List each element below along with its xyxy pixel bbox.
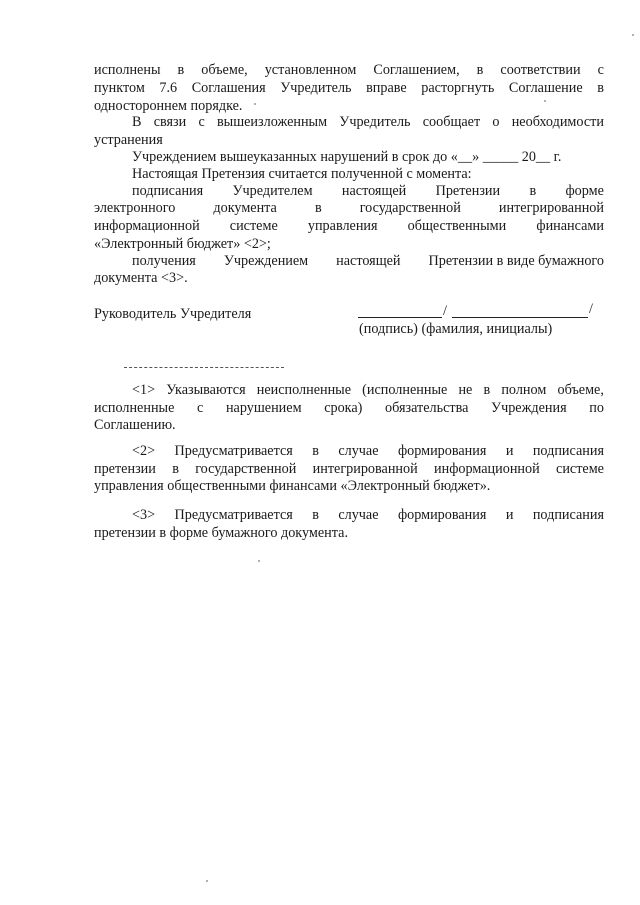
word: случае: [338, 443, 379, 459]
para2-line1: [132, 113, 604, 131]
word: претензии: [94, 461, 156, 477]
word: с: [198, 114, 205, 130]
word: исполнены: [94, 62, 161, 78]
word: системе: [229, 218, 278, 234]
para1-line1: [94, 61, 604, 79]
word: полном: [501, 382, 547, 398]
word: государственной: [359, 200, 461, 216]
footnote-1-line2: [94, 399, 604, 417]
word: Указываются: [166, 382, 246, 398]
word: обязательства: [385, 400, 469, 416]
word: формирования: [397, 507, 487, 523]
word: 7.6: [159, 80, 178, 96]
footnote-1-line3: Соглашению.: [94, 417, 176, 433]
word: в: [529, 183, 537, 199]
word: общественными: [407, 218, 507, 234]
para3-line6: [132, 252, 604, 270]
word: Претензии в виде бумажного: [428, 253, 604, 269]
footnote-3-line1: [132, 506, 604, 524]
word: сообщает: [422, 114, 481, 130]
word: с: [197, 400, 204, 416]
footnote-separator: [124, 367, 284, 368]
word: связи: [153, 114, 187, 130]
word: в: [476, 62, 484, 78]
word: форме: [565, 183, 604, 199]
word: в: [314, 200, 322, 216]
signature-slash-2: /: [589, 301, 593, 317]
word: в: [597, 80, 604, 96]
word: нарушением: [225, 400, 302, 416]
word: настоящей: [341, 183, 407, 199]
word: Предусматривается: [174, 443, 293, 459]
word: и: [505, 443, 514, 459]
word: Соглашения: [191, 80, 266, 96]
signatory-role: Руководитель Учредителя: [94, 306, 252, 322]
signature-slash-1: /: [443, 303, 447, 319]
word: Учреждением: [223, 253, 309, 269]
footnote-2-line3: управления общественными финансами «Электронный бюджет».: [94, 478, 491, 494]
word: электронного: [94, 200, 176, 216]
para3-line4: [94, 217, 604, 235]
word: подписания: [532, 443, 604, 459]
word: системе: [556, 461, 604, 477]
word: информационной: [94, 218, 200, 234]
word: формирования: [397, 443, 487, 459]
para3-line2: [132, 182, 604, 200]
para1-line3: одностороннем порядке.: [94, 98, 243, 114]
scan-speck: [544, 100, 546, 102]
word: вправе: [366, 80, 407, 96]
word: управления: [307, 218, 378, 234]
word: в: [177, 62, 185, 78]
word: <2>: [132, 443, 156, 459]
word: случае: [338, 507, 379, 523]
word: финансами: [536, 218, 604, 234]
word: <3>: [132, 507, 156, 523]
word: неисполненные: [256, 382, 352, 398]
word: соответствии: [500, 62, 581, 78]
signature-caption: (подпись) (фамилия, инициалы): [359, 321, 553, 337]
scan-speck: [254, 103, 256, 105]
word: информационной: [434, 461, 540, 477]
word: пунктом: [94, 80, 145, 96]
word: в: [312, 443, 319, 459]
word: Учреждения: [491, 400, 567, 416]
para3-line7: документа <3>.: [94, 270, 188, 286]
footnote-1-line1: [132, 381, 604, 399]
word: объеме,: [201, 62, 248, 78]
para2-line3: Учреждением вышеуказанных нарушений в срок до «__» _____ 20__ г.: [132, 149, 562, 165]
para3-line5: «Электронный бюджет» <2>;: [94, 236, 271, 252]
word: в: [312, 507, 319, 523]
para3-line3: [94, 199, 604, 217]
word: в: [483, 382, 491, 398]
word: о: [492, 114, 500, 130]
word: государственной: [195, 461, 297, 477]
para3-line1: Настоящая Претензия считается полученной с момента:: [132, 166, 472, 182]
word: объеме,: [557, 382, 604, 398]
scan-speck: [632, 34, 634, 36]
signature-line: [358, 317, 442, 318]
scan-speck: [206, 880, 208, 882]
word: интегрированной: [498, 200, 604, 216]
word: <1>: [132, 382, 156, 398]
word: не: [458, 382, 473, 398]
word: расторгнуть: [421, 80, 495, 96]
word: интегрированной: [312, 461, 418, 477]
word: по: [589, 400, 604, 416]
footnote-2-line2: [94, 460, 604, 478]
word: установленном: [264, 62, 357, 78]
word: с: [597, 62, 604, 78]
word: Учредитель: [280, 80, 352, 96]
word: настоящей: [336, 253, 401, 269]
para2-line2: устранения: [94, 132, 163, 148]
word: Учредителем: [232, 183, 313, 199]
word: Соглашение: [508, 80, 583, 96]
word: необходимости: [511, 114, 604, 130]
word: документа: [213, 200, 277, 216]
name-line: [452, 317, 588, 318]
word: и: [505, 507, 514, 523]
word: В: [132, 114, 142, 130]
scan-speck: [258, 560, 260, 562]
word: Соглашением,: [373, 62, 460, 78]
word: получения: [132, 253, 196, 269]
footnote-2-line1: [132, 442, 604, 460]
word: срока): [324, 400, 363, 416]
word: Учредитель: [339, 114, 411, 130]
word: исполненные: [94, 400, 175, 416]
word: подписания: [532, 507, 604, 523]
word: Претензии: [435, 183, 501, 199]
footnote-3-line2: претензии в форме бумажного документа.: [94, 525, 348, 541]
word: (исполненные: [362, 382, 448, 398]
para1-line2: [94, 79, 604, 97]
word: подписания: [132, 183, 204, 199]
word: Предусматривается: [174, 507, 293, 523]
word: вышеизложенным: [216, 114, 328, 130]
word: в: [172, 461, 179, 477]
